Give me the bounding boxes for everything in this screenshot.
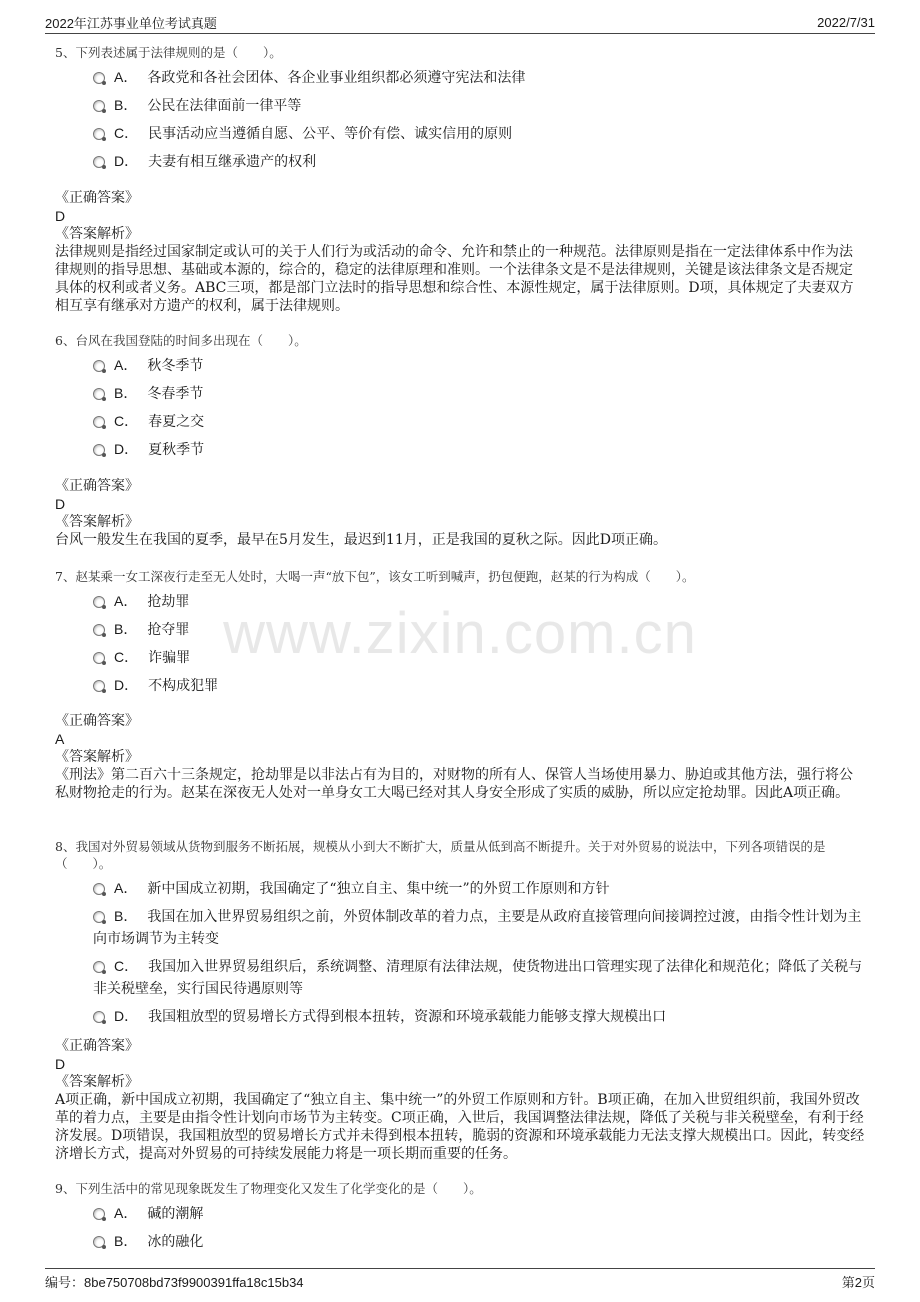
radio-icon[interactable]: [93, 883, 105, 895]
footer-divider: [45, 1268, 875, 1269]
radio-icon[interactable]: [93, 680, 105, 692]
radio-icon[interactable]: [93, 444, 105, 456]
analysis-text: 《刑法》第二百六十三条规定，抢劫罪是以非法占有为目的，对财物的所有人、保管人当场使用暴力、胁迫或其他方法，强行将公私财物抢走的行为。赵某在深夜无人处对一单身女工大喝已经对其人身安全形成了实质的威胁，所以应定抢劫罪。因此A项正确。: [55, 767, 853, 801]
analysis-label: 《答案解析》: [55, 749, 139, 765]
page-header: [45, 11, 875, 33]
option-d[interactable]: [55, 150, 865, 173]
option-letter: A．: [114, 69, 138, 85]
document-id: 编号：8be750708bd73f9900391ffa18c15b34: [45, 1274, 304, 1290]
option-b[interactable]: [55, 94, 865, 117]
header-divider: [45, 33, 875, 34]
radio-icon[interactable]: [93, 156, 105, 168]
radio-icon[interactable]: [93, 388, 105, 400]
option-text: 诈骗罪: [148, 650, 191, 666]
option-c[interactable]: [55, 122, 865, 145]
question-stem: 6、台风在我国登陆的时间多出现在（ ）。: [55, 333, 307, 348]
option-b[interactable]: [55, 382, 865, 405]
document-title: 2022年江苏事业单位考试真题: [45, 15, 217, 31]
analysis-text: 法律规则是指经过国家制定或认可的关于人们行为或活动的命令、允许和禁止的一种规范。法律原则是指在一定法律体系中作为法律规则的指导思想、基础或本源的，综合的，稳定的法律原理和准则。一个法律条文是不是法律规则，关键是该法律条文是否规定具体的权利或者义务。ABC三项，都是部门立法时的指导思想和综合性、本源性规定，属于法律原则。D项，具体规定了夫妻双方相互享有继承对方遗产的权利，属于法律规则。: [55, 244, 854, 314]
analysis-label: 《答案解析》: [55, 226, 139, 242]
watermark: www.zixin.com.cn: [223, 601, 697, 666]
option-letter: A．: [114, 593, 138, 609]
radio-icon[interactable]: [93, 1011, 105, 1023]
option-text: 秋冬季节: [147, 358, 204, 374]
analysis-text: 台风一般发生在我国的夏季，最早在5月发生，最迟到11月，正是我国的夏秋之际。因此D项正确。: [55, 532, 667, 548]
option-text: 民事活动应当遵循自愿、公平、等价有偿、诚实信用的原则: [148, 126, 513, 142]
option-text: 抢夺罪: [147, 622, 190, 638]
option-letter: A．: [114, 1205, 138, 1221]
radio-icon[interactable]: [93, 72, 105, 84]
radio-icon[interactable]: [93, 961, 105, 973]
option-text: 春夏之交: [148, 414, 205, 430]
document-date: 2022/7/31: [817, 14, 875, 30]
radio-icon[interactable]: [93, 360, 105, 372]
correct-answer-label: 《正确答案》: [55, 478, 139, 494]
option-text: 抢劫罪: [147, 594, 190, 610]
option-text: 我国粗放型的贸易增长方式得到根本扭转，资源和环境承载能力能够支撑大规模出口: [148, 1009, 667, 1025]
question-6: [55, 332, 865, 461]
option-c[interactable]: [55, 410, 865, 433]
page-footer: [45, 1271, 875, 1291]
option-letter: C．: [114, 413, 139, 429]
option-letter: B．: [114, 97, 138, 113]
correct-answer-label: 《正确答案》: [55, 1038, 139, 1054]
option-text: 夏秋季节: [148, 442, 205, 458]
option-letter: D．: [114, 1008, 139, 1024]
option-text: 我国加入世界贸易组织后，系统调整、清理原有法律法规，使货物进出口管理实现了法律化和规范化；降低了关税与非关税壁垒，实行国民待遇原则等: [93, 959, 863, 997]
radio-icon[interactable]: [93, 596, 105, 608]
correct-answer: A: [55, 731, 65, 747]
page-number: 第2页: [841, 1274, 875, 1290]
option-text: 不构成犯罪: [148, 678, 219, 694]
option-letter: B．: [114, 385, 138, 401]
question-7: [55, 568, 865, 697]
analysis-label: 《答案解析》: [55, 1074, 139, 1090]
option-letter: D．: [114, 677, 139, 693]
option-c[interactable]: [55, 955, 865, 1000]
correct-answer-label: 《正确答案》: [55, 713, 139, 729]
option-letter: B．: [114, 621, 138, 637]
answer-block-5: [55, 189, 865, 315]
radio-icon[interactable]: [93, 652, 105, 664]
option-text: 新中国成立初期，我国确定了“独立自主、集中统一”的外贸工作原则和方针: [147, 881, 610, 897]
radio-icon[interactable]: [93, 100, 105, 112]
option-letter: A．: [114, 357, 138, 373]
option-b[interactable]: [55, 1230, 865, 1253]
option-letter: B．: [114, 1233, 138, 1249]
option-text: 我国在加入世界贸易组织之前，外贸体制改革的着力点，主要是从政府直接管理向间接调控过渡，由指令性计划为主向市场调节为主转变: [93, 909, 862, 947]
question-5: [55, 44, 865, 173]
option-a[interactable]: [55, 877, 865, 900]
correct-answer: D: [55, 1056, 66, 1072]
radio-icon[interactable]: [93, 128, 105, 140]
correct-answer: D: [55, 496, 66, 512]
question-stem: 5、下列表述属于法律规则的是（ ）。: [55, 45, 282, 60]
option-a[interactable]: [55, 66, 865, 89]
option-letter: D．: [114, 153, 139, 169]
question-8: [55, 838, 865, 1028]
answer-block-7: [55, 712, 865, 802]
option-a[interactable]: [55, 354, 865, 377]
option-d[interactable]: [55, 674, 865, 697]
radio-icon[interactable]: [93, 1208, 105, 1220]
radio-icon[interactable]: [93, 416, 105, 428]
option-text: 公民在法律面前一律平等: [147, 98, 302, 114]
question-9: [55, 1180, 865, 1253]
answer-block-8: [55, 1037, 865, 1163]
analysis-label: 《答案解析》: [55, 514, 139, 530]
radio-icon[interactable]: [93, 911, 105, 923]
option-text: 夫妻有相互继承遗产的权利: [148, 154, 317, 170]
option-c[interactable]: [55, 646, 865, 669]
question-stem: 7、赵某乘一女工深夜行走至无人处时，大喝一声“放下包”，该女工听到喊声，扔包便跑，赵某的行为构成（ ）。: [55, 569, 695, 584]
question-stem: 9、下列生活中的常见现象既发生了物理变化又发生了化学变化的是（ ）。: [55, 1181, 482, 1196]
option-a[interactable]: [55, 1202, 865, 1225]
option-letter: C．: [114, 125, 139, 141]
option-letter: C．: [114, 958, 139, 974]
option-letter: D．: [114, 441, 139, 457]
option-text: 冬春季节: [147, 386, 204, 402]
correct-answer: D: [55, 208, 66, 224]
option-d[interactable]: [55, 438, 865, 461]
option-text: 冰的融化: [147, 1234, 204, 1250]
option-letter: C．: [114, 649, 139, 665]
option-a[interactable]: [55, 590, 865, 613]
option-letter: A．: [114, 880, 138, 896]
option-letter: B．: [114, 908, 138, 924]
option-b[interactable]: [55, 618, 865, 641]
radio-icon[interactable]: [93, 1236, 105, 1248]
analysis-text: A项正确，新中国成立初期，我国确定了“独立自主、集中统一”的外贸工作原则和方针。B项正确，在加入世贸组织前，我国外贸改革的着力点，主要是由指令性计划向市场节为主转变。C项正确，入世后，我国调整法律法规，降低了关税与非关税壁垒，有利于经济发展。D项错误，我国粗放型的贸易增长方式并未得到根本扭转，脆弱的资源和环境承载能力无法支撑大规模出口。因此，转变经济增长方式，提高对外贸易的可持续发展能力将是一项长期而重要的任务。: [55, 1092, 865, 1162]
radio-icon[interactable]: [93, 624, 105, 636]
option-text: 各政党和各社会团体、各企业事业组织都必须遵守宪法和法律: [147, 70, 526, 86]
correct-answer-label: 《正确答案》: [55, 190, 139, 206]
option-text: 碱的潮解: [147, 1206, 204, 1222]
question-stem: 8、我国对外贸易领域从货物到服务不断拓展，规模从小到大不断扩大，质量从低到高不断提升。关于对外贸易的说法中，下列各项错误的是（ ）。: [55, 839, 826, 871]
answer-block-6: [55, 477, 865, 549]
option-d[interactable]: [55, 1005, 865, 1028]
option-b[interactable]: [55, 905, 865, 950]
